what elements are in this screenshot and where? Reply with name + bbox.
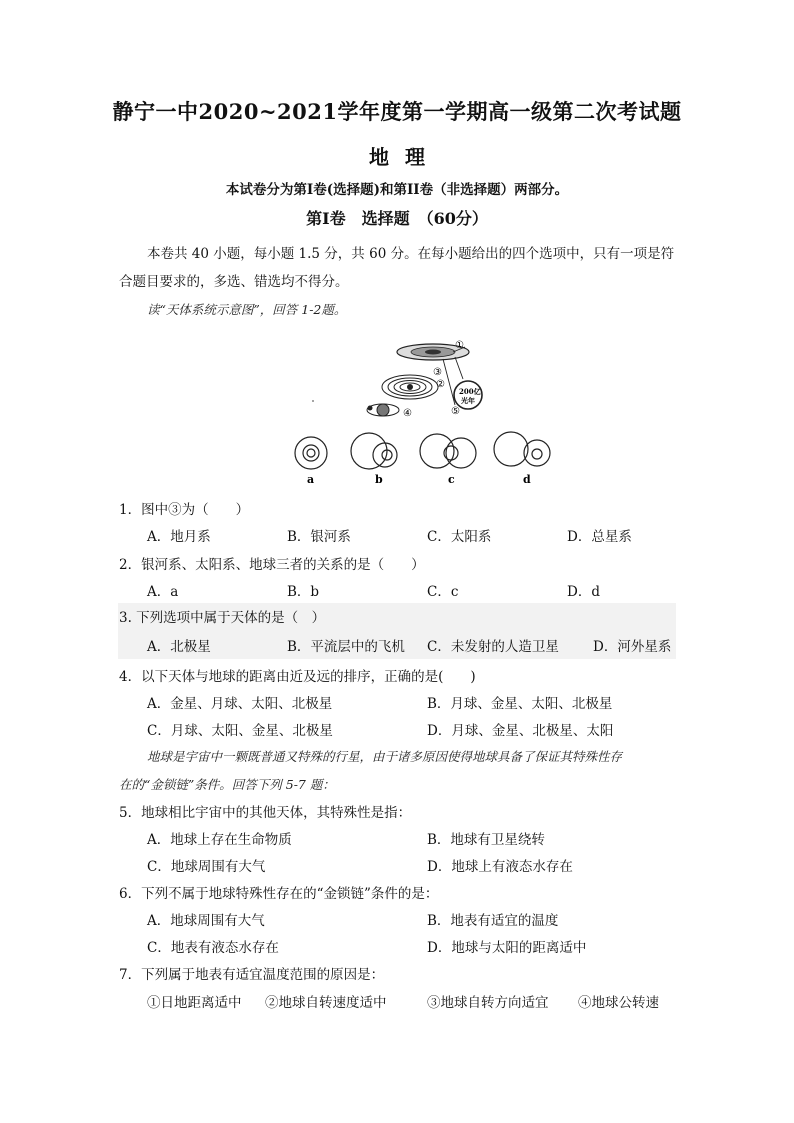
question-2-option-a: A．a [147, 584, 179, 600]
question-3-option-b: B．平流层中的飞机 [287, 639, 405, 655]
section-heading: 第I卷 选择题 （60分） [306, 209, 488, 228]
question-6-option-a: A．地球周围有大气 [147, 913, 265, 929]
question-1-stem: 1．图中③为（ ） [119, 502, 250, 518]
question-7-option-1: ①日地距离适中 [147, 995, 242, 1011]
question-5-option-a: A．地球上存在生命物质 [147, 832, 292, 848]
passage-line-1: 地球是宇宙中一颗既普通又特殊的行星，由于诸多原因使得地球具备了保证其特殊性存 [147, 749, 623, 764]
diagram-svg [285, 335, 565, 495]
solar-system-icon [382, 375, 438, 399]
label-3: ③ [433, 367, 442, 378]
question-1-option-c: C．太阳系 [427, 529, 492, 545]
paper-note: 本试卷分为第I卷(选择题)和第II卷（非选择题）两部分。 [225, 182, 569, 198]
instructions-line-1: 本卷共 40 小题，每小题 1.5 分，共 60 分。在每小题给出的四个选项中，只有一项是符 [147, 246, 675, 262]
question-4-option-b: B．月球、金星、太阳、北极星 [427, 696, 613, 712]
option-d-diagram [494, 432, 550, 466]
option-a-diagram [295, 437, 327, 469]
question-2-option-b: B．b [287, 584, 320, 600]
question-3-option-d: D．河外星系 [593, 639, 672, 655]
question-1-option-d: D．总星系 [567, 529, 632, 545]
label-5: ⑤ [451, 406, 460, 417]
question-2-option-d: D．d [567, 584, 600, 600]
question-3-option-a: A．北极星 [147, 639, 211, 655]
question-1-option-a: A．地月系 [147, 529, 211, 545]
question-6-option-d: D．地球与太阳的距离适中 [427, 940, 587, 956]
question-6-stem: 6．下列不属于地球特殊性存在的“金锁链”条件的是： [119, 886, 439, 902]
question-5-option-c: C．地球周围有大气 [147, 859, 266, 875]
question-4-stem: 4．以下天体与地球的距离由近及远的排序，正确的是( ) [119, 669, 476, 685]
question-5-option-b: B．地球有卫星绕转 [427, 832, 545, 848]
question-3-stem: 3. 下列选项中属于天体的是（ ） [119, 610, 326, 626]
question-6-option-c: C．地表有液态水存在 [147, 940, 279, 956]
question-2-option-c: C．c [427, 584, 459, 600]
celestial-system-diagram [285, 335, 565, 495]
option-letter-b: b [375, 473, 383, 486]
question-4-option-c: C．月球、太阳、金星、北极星 [147, 723, 333, 739]
instructions-line-2: 合题目要求的，多选、错选均不得分。 [119, 274, 349, 290]
distance-label-2: 光年 [461, 396, 475, 405]
question-5-option-d: D．地球上有液态水存在 [427, 859, 573, 875]
question-4-option-d: D．月球、金星、北极星、太阳 [427, 723, 614, 739]
read-prompt: 读“天体系统示意图”，回答 1-2题。 [147, 302, 347, 317]
question-7-option-3: ③地球自转方向适宜 [427, 995, 549, 1011]
question-2-stem: 2．银河系、太阳系、地球三者的关系的是（ ） [119, 557, 425, 573]
question-6-option-b: B．地表有适宜的温度 [427, 913, 559, 929]
question-7-option-4: ④地球公转速 [578, 995, 659, 1011]
option-letter-a: a [307, 473, 315, 486]
passage-line-2: 在的“金锁链”条件。回答下列 5-7 题： [119, 777, 335, 792]
option-c-diagram [420, 434, 476, 468]
question-4-option-a: A．金星、月球、太阳、北极星 [147, 696, 333, 712]
question-3-option-c: C．未发射的人造卫星 [427, 639, 559, 655]
label-1: ① [455, 340, 464, 351]
question-1-option-b: B．银河系 [287, 529, 351, 545]
label-4: ④ [403, 408, 412, 419]
question-7-stem: 7．下列属于地表有适宜温度范围的原因是： [119, 967, 385, 983]
label-2: ② [436, 379, 445, 390]
question-5-stem: 5．地球相比宇宙中的其他天体，其特殊性是指： [119, 805, 412, 821]
option-letter-d: d [523, 473, 531, 486]
option-letter-c: c [448, 473, 455, 486]
option-b-diagram [351, 433, 397, 469]
earth-moon-icon [367, 404, 399, 416]
distance-label-1: 200亿 [459, 387, 481, 396]
exam-title: 静宁一中2020~2021学年度第一学期高一级第二次考试题 [112, 99, 682, 124]
question-7-option-2: ②地球自转速度适中 [265, 995, 387, 1011]
subject-title: 地理 [369, 145, 441, 169]
